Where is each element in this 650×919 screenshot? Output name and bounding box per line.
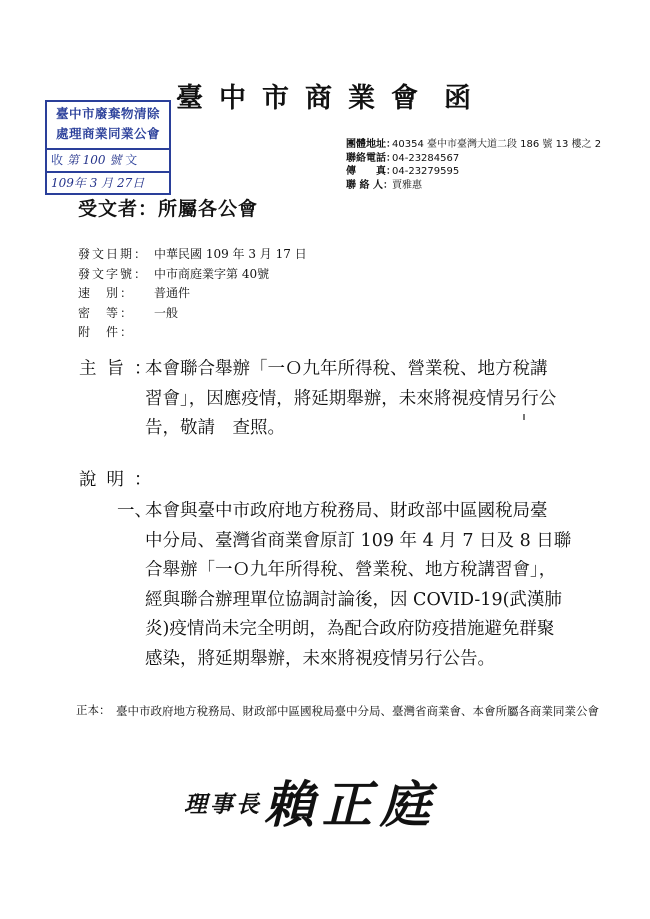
explanation-line: 中分局、臺灣省商業會原訂 109 年 4 月 7 日及 8 日聯 bbox=[145, 530, 572, 551]
contact-address-label: 團體地址： bbox=[346, 139, 396, 150]
explanation-line: 合舉辦「一Ｏ九年所得稅、營業稅、地方稅講習會」， bbox=[145, 560, 557, 580]
subject-line: 告，敬請 查照。 bbox=[145, 418, 285, 438]
contact-phone-value: 04-23284567 bbox=[392, 152, 460, 164]
cc-label: 正本： bbox=[76, 703, 111, 717]
stamp-receipt-number bbox=[47, 150, 169, 173]
recipient-value: 所屬各公會 bbox=[158, 198, 259, 220]
explanation-line: 炎)疫情尚未完全明朗，為配合政府防疫措施避免群聚 bbox=[145, 619, 555, 639]
meta-speed-label: 速 別： bbox=[78, 286, 135, 300]
subject-label: 主旨： bbox=[79, 359, 162, 379]
contact-person bbox=[346, 179, 601, 193]
meta-attachment bbox=[78, 323, 307, 343]
contact-fax-label: 傳 真： bbox=[346, 166, 396, 177]
cc-text: 臺中市政府地方稅務局、財政部中區國稅局臺中分局、臺灣省商業會、本會所屬各商業同業公會 bbox=[116, 704, 599, 718]
stamp-org-line1: 臺中市廢棄物清除 bbox=[55, 106, 160, 121]
stamp-receipt-date: 109年 3 月 27日 bbox=[51, 176, 145, 190]
stamp-org-line2: 處理商業同業公會 bbox=[55, 126, 160, 141]
meta-secrecy-label: 密 等： bbox=[78, 305, 135, 320]
contact-block bbox=[346, 138, 601, 192]
meta-attachment-label: 附 件： bbox=[78, 325, 135, 339]
signature-name: 賴正庭 bbox=[264, 775, 438, 834]
explanation-label: 說明： bbox=[79, 470, 162, 490]
contact-phone-label: 聯絡電話： bbox=[346, 152, 396, 164]
explanation-line: 感染，將延期舉辦，未來將視疫情另行公告。 bbox=[145, 648, 495, 669]
meta-ref-label: 發文字號： bbox=[78, 266, 149, 281]
meta-ref-value: 中市商庭業字第 40號 bbox=[154, 266, 270, 281]
meta-secrecy bbox=[78, 304, 307, 324]
meta-speed-value: 普通件 bbox=[154, 286, 191, 300]
meta-date bbox=[78, 245, 307, 265]
contact-address-value: 40354 臺中市臺灣大道二段 186 號 13 樓之 2 bbox=[392, 139, 602, 150]
receipt-stamp bbox=[45, 100, 171, 195]
document-title bbox=[176, 76, 487, 115]
contact-fax bbox=[346, 165, 601, 179]
document-title-type: 函 bbox=[444, 83, 487, 114]
meta-secrecy-value: 一般 bbox=[154, 305, 179, 320]
meta-speed bbox=[78, 284, 307, 304]
explanation-item-number: 一、 bbox=[117, 501, 152, 521]
subject-line: 本會聯合舉辦「一Ｏ九年所得稅、營業稅、地方稅講 bbox=[145, 359, 548, 379]
meta-date-value: 中華民國 109 年 3 月 17 日 bbox=[154, 247, 307, 261]
subject-line: 習會」，因應疫情，將延期舉辦，未來將視疫情另行公 bbox=[145, 388, 557, 409]
stamp-receipt-suffix: 文 bbox=[125, 153, 138, 167]
contact-address bbox=[346, 138, 601, 152]
stamp-receipt-middle: 第 100 號 bbox=[66, 153, 122, 167]
subject-body bbox=[145, 355, 615, 444]
meta-block bbox=[78, 245, 307, 343]
contact-person-label: 聯 絡 人： bbox=[346, 179, 393, 191]
contact-person-value: 賈雅惠 bbox=[392, 179, 422, 191]
stray-mark bbox=[523, 414, 525, 420]
document-title-org: 臺中市商業會 bbox=[176, 83, 434, 114]
recipient bbox=[78, 194, 258, 221]
explanation-line: 經與聯合辦理單位協調討論後，因 COVID-19(武漢肺 bbox=[145, 589, 562, 610]
contact-fax-value: 04-23279595 bbox=[392, 166, 460, 177]
explanation-line: 本會與臺中市政府地方稅務局、財政部中區國稅局臺 bbox=[145, 501, 548, 521]
stamp-receipt-prefix: 收 bbox=[51, 153, 64, 167]
contact-phone bbox=[346, 152, 601, 166]
stamp-org bbox=[47, 102, 169, 150]
explanation-body bbox=[145, 497, 615, 674]
meta-date-label: 發文日期： bbox=[78, 247, 149, 261]
meta-ref bbox=[78, 265, 307, 285]
signature-title: 理事長 bbox=[184, 791, 262, 818]
recipient-label: 受文者： bbox=[78, 198, 159, 220]
